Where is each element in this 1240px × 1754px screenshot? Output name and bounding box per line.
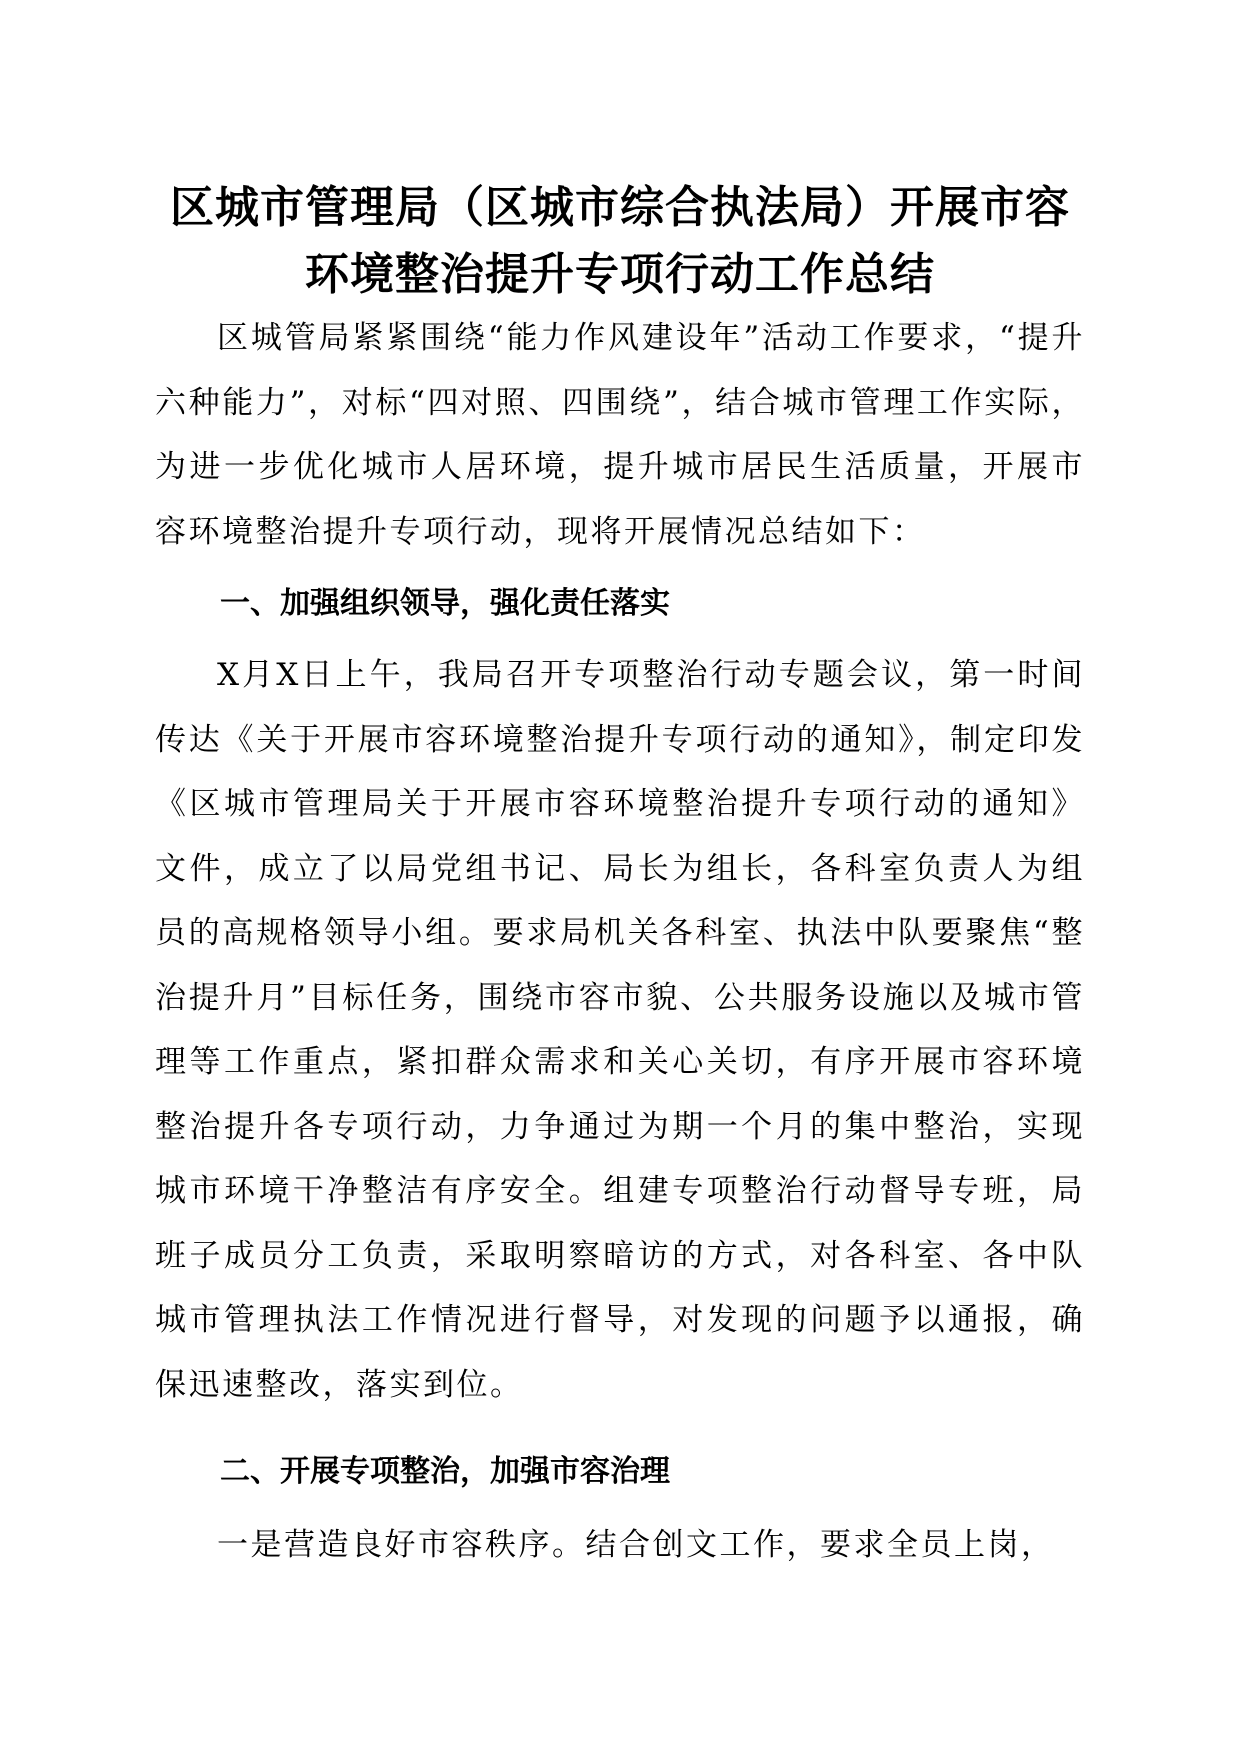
document-title-line-1: 区城市管理局（区城市综合执法局）开展市容 <box>170 182 1070 233</box>
section-2-heading: 二、开展专项整治，加强市容治理 <box>220 1454 670 1489</box>
intro-paragraph: 区城管局紧紧围绕“能力作风建设年”活动工作要求，“提升六种能力”，对标“四对照、四围绕”，结合城市管理工作实际，为进一步优化城市人居环境，提升城市居民生活质量，开展市容环境整治提升专项行动，现将开展情况总结如下： <box>155 320 1085 550</box>
section-2-paragraph: 一是营造良好市容秩序。结合创文工作，要求全员上岗， <box>217 1527 1055 1563</box>
section-1-heading: 一、加强组织领导，强化责任落实 <box>220 586 670 621</box>
section-1-paragraph-block <box>155 643 1085 1417</box>
section-2-paragraph-block <box>155 1513 1085 1578</box>
document-title-line-2: 环境整治提升专项行动工作总结 <box>305 249 935 300</box>
intro-paragraph-block <box>155 306 1085 564</box>
section-1-paragraph: X月X日上午，我局召开专项整治行动专题会议，第一时间传达《关于开展市容环境整治提升专项行动的通知》，制定印发《区城市管理局关于开展市容环境整治提升专项行动的通知》文件，成立了以局党组书记、局长为组长，各科室负责人为组员的高规格领导小组。要求局机关各科室、执法中队要聚焦“整治提升月”目标任务，围绕市容市貌、公共服务设施以及城市管理等工作重点，紧扣群众需求和关心关切，有序开展市容环境整治提升各专项行动，力争通过为期一个月的集中整治，实现城市环境干净整洁有序安全。组建专项整治行动督导专班，局班子成员分工负责，采取明察暗访的方式，对各科室、各中队城市管理执法工作情况进行督导，对发现的问题予以通报，确保迅速整改，落实到位。 <box>155 657 1085 1403</box>
